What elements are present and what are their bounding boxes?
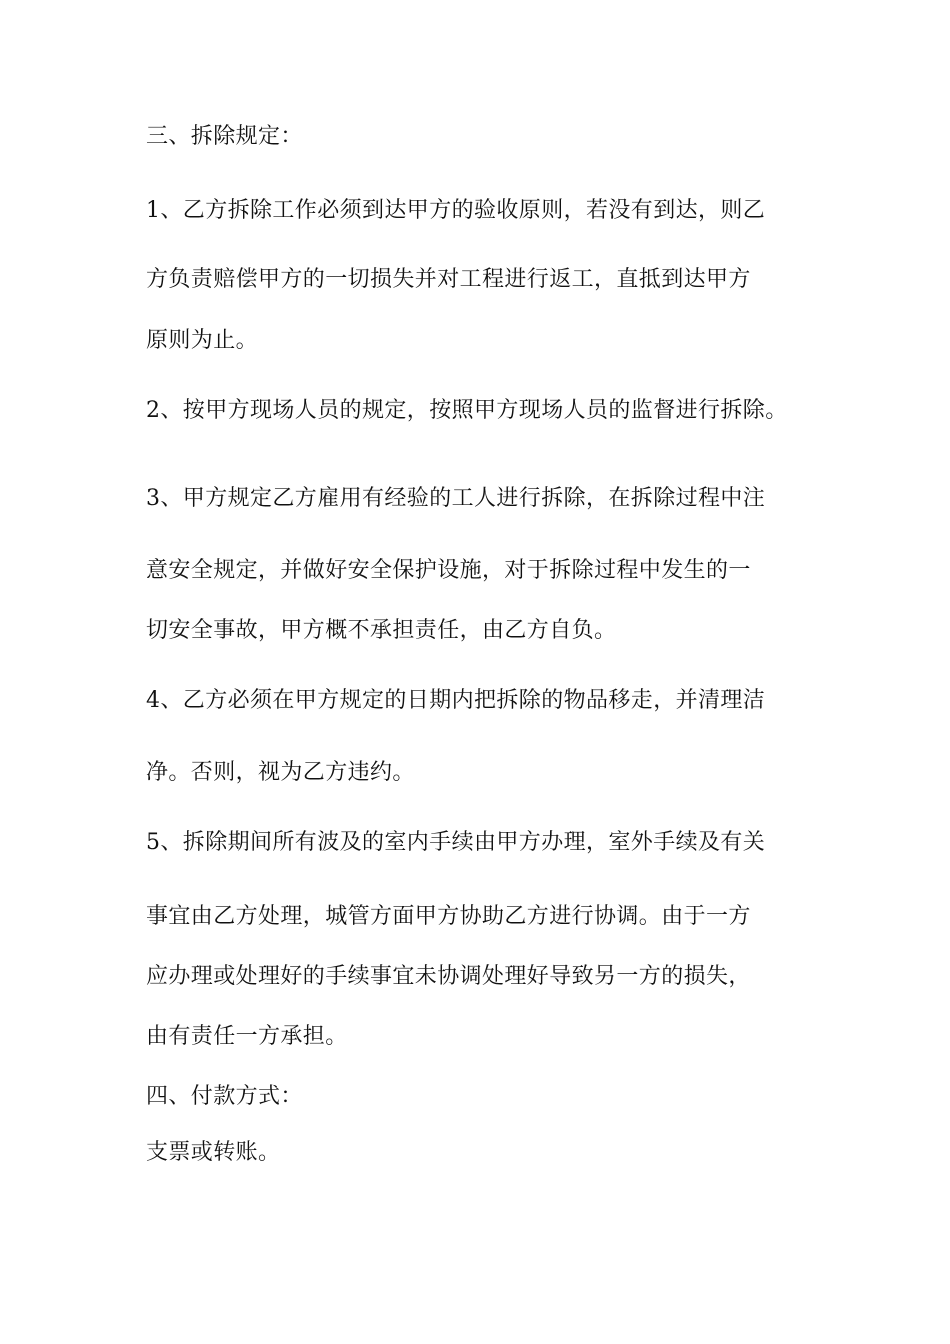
item-1-line-3: 原则为止。 [146,328,259,353]
item-5-line-1: 5、拆除期间所有波及的室内手续由甲方办理，室外手续及有关 [146,830,766,855]
section-3-heading: 三、拆除规定： [146,124,303,149]
section-4-body: 支票或转账。 [146,1140,281,1165]
item-4-line-1: 4、乙方必须在甲方规定的日期内把拆除的物品移走，并清理洁 [146,688,766,713]
item-2-line-1: 2、按甲方现场人员的规定，按照甲方现场人员的监督进行拆除。 [146,398,788,423]
item-5-line-3: 应办理或处理好的手续事宜未协调处理好导致另一方的损失， [146,964,751,989]
item-3-line-1: 3、甲方规定乙方雇用有经验的工人进行拆除，在拆除过程中注 [146,486,766,511]
item-1-line-2: 方负责赔偿甲方的一切损失并对工程进行返工，直抵到达甲方 [146,267,751,292]
section-4-heading: 四、付款方式： [146,1084,303,1109]
item-1-line-1: 1、乙方拆除工作必须到达甲方的验收原则，若没有到达，则乙 [146,198,766,223]
item-3-line-2: 意安全规定，并做好安全保护设施，对于拆除过程中发生的一 [146,558,751,583]
item-5-line-4: 由有责任一方承担。 [146,1024,348,1049]
item-4-line-2: 净。否则，视为乙方违约。 [146,760,415,785]
item-5-line-2: 事宜由乙方处理，城管方面甲方协助乙方进行协调。由于一方 [146,904,751,929]
item-3-line-3: 切安全事故，甲方概不承担责任，由乙方自负。 [146,618,617,643]
